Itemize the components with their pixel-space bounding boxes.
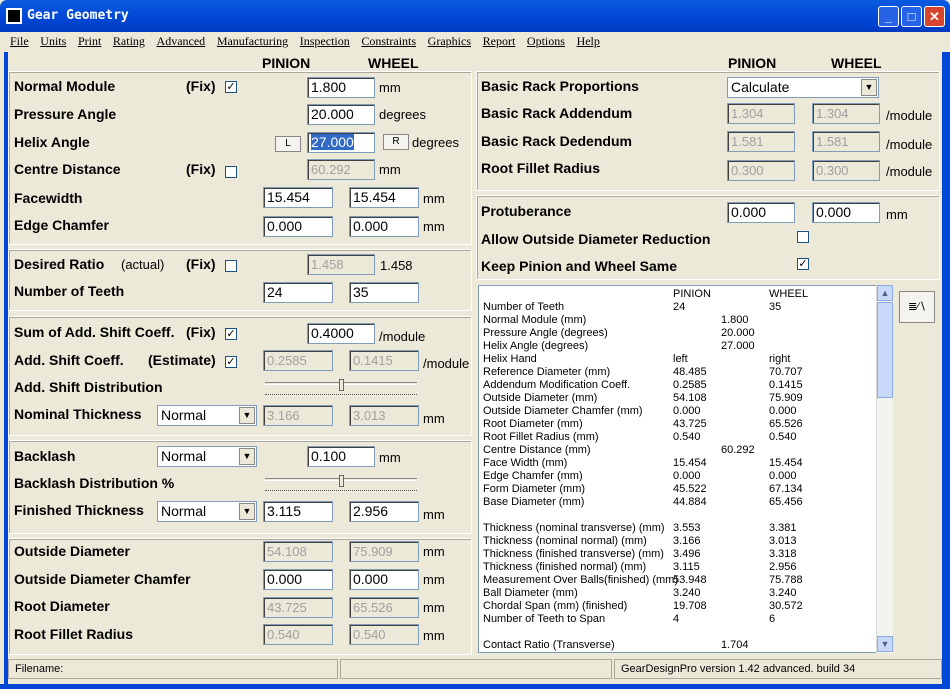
root-fillet-unit: mm: [423, 628, 445, 643]
menu-manufacturing[interactable]: Manufacturing: [216, 34, 289, 48]
wheel-column-header: WHEEL: [368, 55, 419, 71]
report-wheel-value: 3.240: [769, 587, 797, 599]
report-row: [483, 314, 873, 327]
rack-root-fillet-pinion-input: 0.300: [727, 160, 795, 181]
menu-inspection[interactable]: Inspection: [299, 34, 350, 48]
add-shift-estimate-label: (Estimate): [148, 352, 216, 368]
report-pinion-value: 3.240: [673, 587, 701, 599]
menu-print[interactable]: Print: [77, 34, 102, 48]
report-label: Root Diameter (mm): [483, 418, 583, 430]
close-button[interactable]: ✕: [924, 6, 945, 27]
report-label: Thickness (finished normal) (mm): [483, 561, 647, 573]
minimize-button[interactable]: _: [878, 6, 899, 27]
backlash-select-value: Normal: [161, 448, 207, 464]
add-shift-distribution-label: Add. Shift Distribution: [14, 379, 163, 395]
rack-root-fillet-wheel-input: 0.300: [812, 160, 880, 181]
report-pinion-value: 19.708: [673, 600, 707, 612]
report-wheel-header: WHEEL: [769, 288, 809, 300]
add-shift-distribution-slider[interactable]: [265, 379, 417, 395]
nominal-thickness-label: Nominal Thickness: [14, 406, 142, 422]
scroll-up-icon[interactable]: ▲: [877, 285, 893, 301]
report-row: [483, 457, 873, 470]
dedendum-unit: /module: [886, 137, 933, 152]
scroll-down-icon[interactable]: ▼: [877, 636, 893, 652]
report-wheel-value: 0.540: [769, 431, 797, 443]
desired-ratio-fix-checkbox[interactable]: [225, 260, 237, 272]
report-label: Helix Angle (degrees): [483, 340, 589, 352]
report-row: [483, 522, 873, 535]
report-label: Outside Diameter (mm): [483, 392, 598, 404]
report-row: [483, 548, 873, 561]
chevron-down-icon[interactable]: ▼: [239, 407, 255, 424]
normal-module-input[interactable]: 1.800: [307, 77, 375, 98]
report-row: [483, 574, 873, 587]
report-row: [483, 639, 873, 652]
centre-distance-label: Centre Distance: [14, 161, 121, 177]
normal-module-label: Normal Module: [14, 78, 116, 94]
sum-add-shift-input[interactable]: 0.4000: [307, 323, 375, 344]
report-shared-value: 27.000: [721, 340, 755, 352]
menu-units[interactable]: Units: [40, 34, 67, 48]
finished-thickness-wheel-input[interactable]: 2.956: [349, 501, 419, 522]
report-scrollbar[interactable]: [876, 285, 893, 653]
backlash-distribution-label: Backlash Distribution %: [14, 475, 175, 491]
centre-distance-fix-label: (Fix): [186, 161, 216, 177]
report-wheel-value: 75.788: [769, 574, 803, 586]
desired-ratio-label: Desired Ratio: [14, 256, 105, 272]
finished-thickness-select-value: Normal: [161, 503, 207, 519]
report-row: [483, 327, 873, 340]
teeth-pinion-input[interactable]: 24: [263, 282, 333, 303]
pressure-angle-input[interactable]: 20.000: [307, 104, 375, 125]
sum-add-shift-unit: /module: [379, 329, 426, 344]
facewidth-wheel-input[interactable]: 15.454: [349, 187, 419, 208]
report-row: [483, 418, 873, 431]
menu-constraints[interactable]: Constraints: [361, 34, 417, 48]
basic-rack-select[interactable]: [727, 77, 879, 98]
allow-od-reduction-checkbox[interactable]: [797, 231, 809, 243]
report-label: Thickness (finished transverse) (mm): [483, 548, 664, 560]
helix-right-button[interactable]: R: [383, 134, 409, 150]
report-pinion-value: 48.485: [673, 366, 707, 378]
report-label: Chordal Span (mm) (finished): [483, 600, 628, 612]
finished-thickness-pinion-input[interactable]: 3.115: [263, 501, 333, 522]
addendum-wheel-input: 1.304: [812, 103, 880, 124]
report-label: Base Diameter (mm): [483, 496, 585, 508]
report-wheel-value: 35: [769, 301, 782, 313]
report-label: Measurement Over Balls(finished) (mm): [483, 574, 678, 586]
finished-thickness-unit: mm: [423, 507, 445, 522]
maximize-button[interactable]: □: [901, 6, 922, 27]
backlash-unit: mm: [379, 450, 401, 465]
report-label: Outside Diameter Chamfer (mm): [483, 405, 643, 417]
menu-graphics[interactable]: Graphics: [427, 34, 471, 48]
slider-thumb[interactable]: [339, 475, 344, 487]
addendum-pinion-input: 1.304: [727, 103, 795, 124]
pressure-angle-unit: degrees: [379, 107, 426, 122]
root-diameter-pinion-input: 43.725: [263, 597, 333, 618]
outside-diameter-pinion-input: 54.108: [263, 541, 333, 562]
report-pinion-value: 0.2585: [673, 379, 707, 391]
helix-left-button[interactable]: L: [275, 136, 301, 152]
report-pinion-value: 0.000: [673, 405, 701, 417]
report-wheel-value: 3.381: [769, 522, 797, 534]
root-fillet-pinion-input: 0.540: [263, 624, 333, 645]
report-label: Form Diameter (mm): [483, 483, 586, 495]
add-shift-pinion-input: 0.2585: [263, 350, 333, 371]
report-pinion-value: 43.725: [673, 418, 707, 430]
report-pinion-value: 3.553: [673, 522, 701, 534]
report-wheel-value: 0.000: [769, 405, 797, 417]
report-pinion-value: 4: [673, 613, 680, 625]
report-row: [483, 366, 873, 379]
report-row: [483, 301, 873, 314]
report-label: Reference Diameter (mm): [483, 366, 611, 378]
rack-root-fillet-unit: /module: [886, 164, 933, 179]
addendum-unit: /module: [886, 108, 933, 123]
report-label: Root Fillet Radius (mm): [483, 431, 599, 443]
outside-diameter-label: Outside Diameter: [14, 543, 130, 559]
report-row: [483, 340, 873, 353]
keep-same-label: Keep Pinion and Wheel Same: [481, 258, 678, 274]
normal-module-fix-label: (Fix): [186, 78, 216, 94]
centre-distance-input: 60.292: [307, 159, 375, 180]
chevron-down-icon[interactable]: ▼: [239, 448, 255, 465]
report-pinion-value: 45.522: [673, 483, 707, 495]
report-wheel-value: 15.454: [769, 457, 803, 469]
teeth-wheel-input[interactable]: 35: [349, 282, 419, 303]
graph-button[interactable]: [899, 291, 935, 323]
window-title: Gear Geometry: [27, 8, 129, 23]
report-shared-value: 1.704: [721, 639, 749, 651]
report-pinion-value: 0.540: [673, 431, 701, 443]
nominal-thickness-wheel-input: 3.013: [349, 405, 419, 426]
helix-angle-input[interactable]: [307, 132, 375, 153]
report-label: Thickness (nominal normal) (mm): [483, 535, 647, 547]
report-header-row: [483, 288, 873, 301]
report-wheel-value: 67.134: [769, 483, 803, 495]
pressure-angle-label: Pressure Angle: [14, 106, 117, 122]
basic-rack-select-value: Calculate: [731, 79, 790, 95]
add-shift-unit: /module: [423, 356, 470, 371]
report-pinion-value: 54.108: [673, 392, 707, 404]
keep-same-checkbox[interactable]: ✓: [798, 258, 808, 270]
protuberance-label: Protuberance: [481, 203, 572, 219]
right-pinion-column-header: PINION: [728, 55, 777, 71]
outside-diameter-unit: mm: [423, 544, 445, 559]
finished-thickness-label: Finished Thickness: [14, 502, 144, 518]
chevron-down-icon[interactable]: ▼: [239, 503, 255, 520]
backlash-label: Backlash: [14, 448, 76, 464]
backlash-input[interactable]: 0.100: [307, 446, 375, 467]
report-pinion-value: 44.884: [673, 496, 707, 508]
report-wheel-value: 0.000: [769, 470, 797, 482]
backlash-distribution-slider[interactable]: [265, 475, 417, 491]
report-label: Face Width (mm): [483, 457, 568, 469]
report-wheel-value: 75.909: [769, 392, 803, 404]
report-text-area[interactable]: [478, 285, 893, 653]
rack-root-fillet-label: Root Fillet Radius: [481, 160, 600, 176]
report-wheel-value: 3.013: [769, 535, 797, 547]
scrollbar-thumb[interactable]: [877, 302, 893, 398]
root-fillet-radius-label: Root Fillet Radius: [14, 626, 133, 642]
report-wheel-value: 3.318: [769, 548, 797, 560]
report-label: Thickness (nominal transverse) (mm): [483, 522, 665, 534]
protuberance-pinion-input[interactable]: 0.000: [727, 202, 795, 223]
report-wheel-value: 30.572: [769, 600, 803, 612]
status-blank-panel: [340, 659, 612, 679]
report-pinion-value: 15.454: [673, 457, 707, 469]
backlash-select[interactable]: [157, 446, 257, 467]
report-shared-value: 60.292: [721, 444, 755, 456]
add-shift-label: Add. Shift Coeff.: [14, 352, 124, 368]
report-wheel-value: 70.707: [769, 366, 803, 378]
menu-file[interactable]: File: [10, 34, 29, 48]
chart-icon: ≣∕∖: [907, 301, 927, 313]
centre-distance-fix-checkbox[interactable]: [225, 166, 237, 178]
root-diameter-label: Root Diameter: [14, 598, 110, 614]
report-row: [483, 379, 873, 392]
report-row: [483, 626, 873, 639]
sum-add-shift-fix-label: (Fix): [186, 324, 216, 340]
report-label: Pressure Angle (degrees): [483, 327, 608, 339]
od-chamfer-pinion-input[interactable]: 0.000: [263, 569, 333, 590]
report-label: Number of Teeth: [483, 301, 565, 313]
od-chamfer-wheel-input[interactable]: 0.000: [349, 569, 419, 590]
report-shared-value: 20.000: [721, 327, 755, 339]
sum-add-shift-fix-checkbox[interactable]: ✓: [226, 328, 236, 340]
report-wheel-value: 6: [769, 613, 776, 625]
sum-add-shift-label: Sum of Add. Shift Coeff.: [14, 324, 175, 340]
edge-chamfer-wheel-input[interactable]: 0.000: [349, 216, 419, 237]
right-wheel-column-header: WHEEL: [831, 55, 882, 71]
helix-angle-unit: degrees: [412, 135, 459, 150]
facewidth-label: Facewidth: [14, 190, 83, 206]
report-row: [483, 444, 873, 457]
slider-thumb[interactable]: [339, 379, 344, 391]
report-row: [483, 613, 873, 626]
nominal-thickness-unit: mm: [423, 411, 445, 426]
edge-chamfer-pinion-input[interactable]: 0.000: [263, 216, 333, 237]
desired-ratio-actual-label: (actual): [121, 257, 165, 272]
desired-ratio-fix-label: (Fix): [186, 256, 216, 272]
od-chamfer-unit: mm: [423, 572, 445, 587]
report-row: [483, 483, 873, 496]
report-label: Normal Module (mm): [483, 314, 587, 326]
report-label: Edge Chamfer (mm): [483, 470, 583, 482]
normal-module-fix-checkbox[interactable]: ✓: [226, 81, 236, 93]
report-shared-value: 1.800: [721, 314, 749, 326]
report-row: [483, 496, 873, 509]
report-row: [483, 535, 873, 548]
report-label: Centre Distance (mm): [483, 444, 591, 456]
window-frame-bottom: [0, 684, 950, 689]
root-diameter-wheel-input: 65.526: [349, 597, 419, 618]
report-row: [483, 431, 873, 444]
report-wheel-value: right: [769, 353, 791, 365]
nominal-thickness-select-value: Normal: [161, 407, 207, 423]
normal-module-unit: mm: [379, 80, 401, 95]
report-row: [483, 600, 873, 613]
report-wheel-value: 65.526: [769, 418, 803, 430]
root-fillet-wheel-input: 0.540: [349, 624, 419, 645]
report-label: Number of Teeth to Span: [483, 613, 606, 625]
nominal-thickness-select[interactable]: [157, 405, 257, 426]
menu-bar: [4, 32, 946, 52]
number-of-teeth-label: Number of Teeth: [14, 283, 125, 299]
protuberance-unit: mm: [886, 207, 908, 222]
protuberance-wheel-input[interactable]: 0.000: [812, 202, 880, 223]
nominal-thickness-pinion-input: 3.166: [263, 405, 333, 426]
report-pinion-value: 0.000: [673, 470, 701, 482]
report-wheel-value: 65.456: [769, 496, 803, 508]
report-label: Contact Ratio (Transverse): [483, 639, 615, 651]
report-row: [483, 392, 873, 405]
facewidth-unit: mm: [423, 191, 445, 206]
window-frame-right: [942, 52, 950, 685]
report-label: Addendum Modification Coeff.: [483, 379, 631, 391]
report-label: Helix Hand: [483, 353, 537, 365]
basic-rack-addendum-label: Basic Rack Addendum: [481, 105, 633, 121]
report-pinion-value: 3.496: [673, 548, 701, 560]
report-row: [483, 405, 873, 418]
menu-rating[interactable]: Rating: [112, 34, 145, 48]
dedendum-pinion-input: 1.581: [727, 131, 795, 152]
add-shift-wheel-input: 0.1415: [349, 350, 419, 371]
pinion-column-header: PINION: [262, 55, 311, 71]
edge-chamfer-unit: mm: [423, 219, 445, 234]
actual-ratio-value: 1.458: [380, 258, 413, 273]
report-wheel-value: 0.1415: [769, 379, 803, 391]
report-pinion-value: 3.115: [673, 561, 700, 573]
report-row: [483, 587, 873, 600]
status-bar: [8, 659, 942, 679]
allow-od-reduction-label: Allow Outside Diameter Reduction: [481, 231, 711, 247]
basic-rack-dedendum-label: Basic Rack Dedendum: [481, 133, 632, 149]
helix-angle-value: 27.000: [311, 134, 354, 150]
report-row: [483, 509, 873, 522]
report-label: Ball Diameter (mm): [483, 587, 578, 599]
report-pinion-header: PINION: [673, 288, 711, 300]
centre-distance-unit: mm: [379, 162, 401, 177]
menu-options[interactable]: Options: [526, 34, 565, 48]
title-bar[interactable]: [0, 0, 950, 32]
chevron-down-icon[interactable]: ▼: [861, 79, 877, 96]
desired-ratio-input: 1.458: [307, 254, 375, 275]
report-pinion-value: 3.166: [673, 535, 701, 547]
app-icon[interactable]: [6, 8, 22, 24]
report-row: [483, 470, 873, 483]
basic-rack-proportions-label: Basic Rack Proportions: [481, 78, 639, 94]
root-diameter-unit: mm: [423, 600, 445, 615]
dedendum-wheel-input: 1.581: [812, 131, 880, 152]
edge-chamfer-label: Edge Chamfer: [14, 217, 109, 233]
report-row: [483, 353, 873, 366]
finished-thickness-select[interactable]: [157, 501, 257, 522]
filename-status: Filename:: [8, 659, 338, 679]
report-row: [483, 561, 873, 574]
menu-report[interactable]: Report: [482, 34, 516, 48]
outside-diameter-wheel-input: 75.909: [349, 541, 419, 562]
menu-advanced[interactable]: Advanced: [156, 34, 206, 48]
facewidth-pinion-input[interactable]: 15.454: [263, 187, 333, 208]
report-pinion-value: 53.948: [673, 574, 707, 586]
menu-help[interactable]: Help: [576, 34, 600, 48]
report-wheel-value: 2.956: [769, 561, 797, 573]
report-pinion-value: 24: [673, 301, 686, 313]
add-shift-estimate-checkbox[interactable]: ✓: [226, 356, 236, 368]
helix-angle-label: Helix Angle: [14, 134, 90, 150]
od-chamfer-label: Outside Diameter Chamfer: [14, 571, 191, 587]
report-pinion-value: left: [673, 353, 688, 365]
version-status: GearDesignPro version 1.42 advanced. build 34: [614, 659, 942, 679]
